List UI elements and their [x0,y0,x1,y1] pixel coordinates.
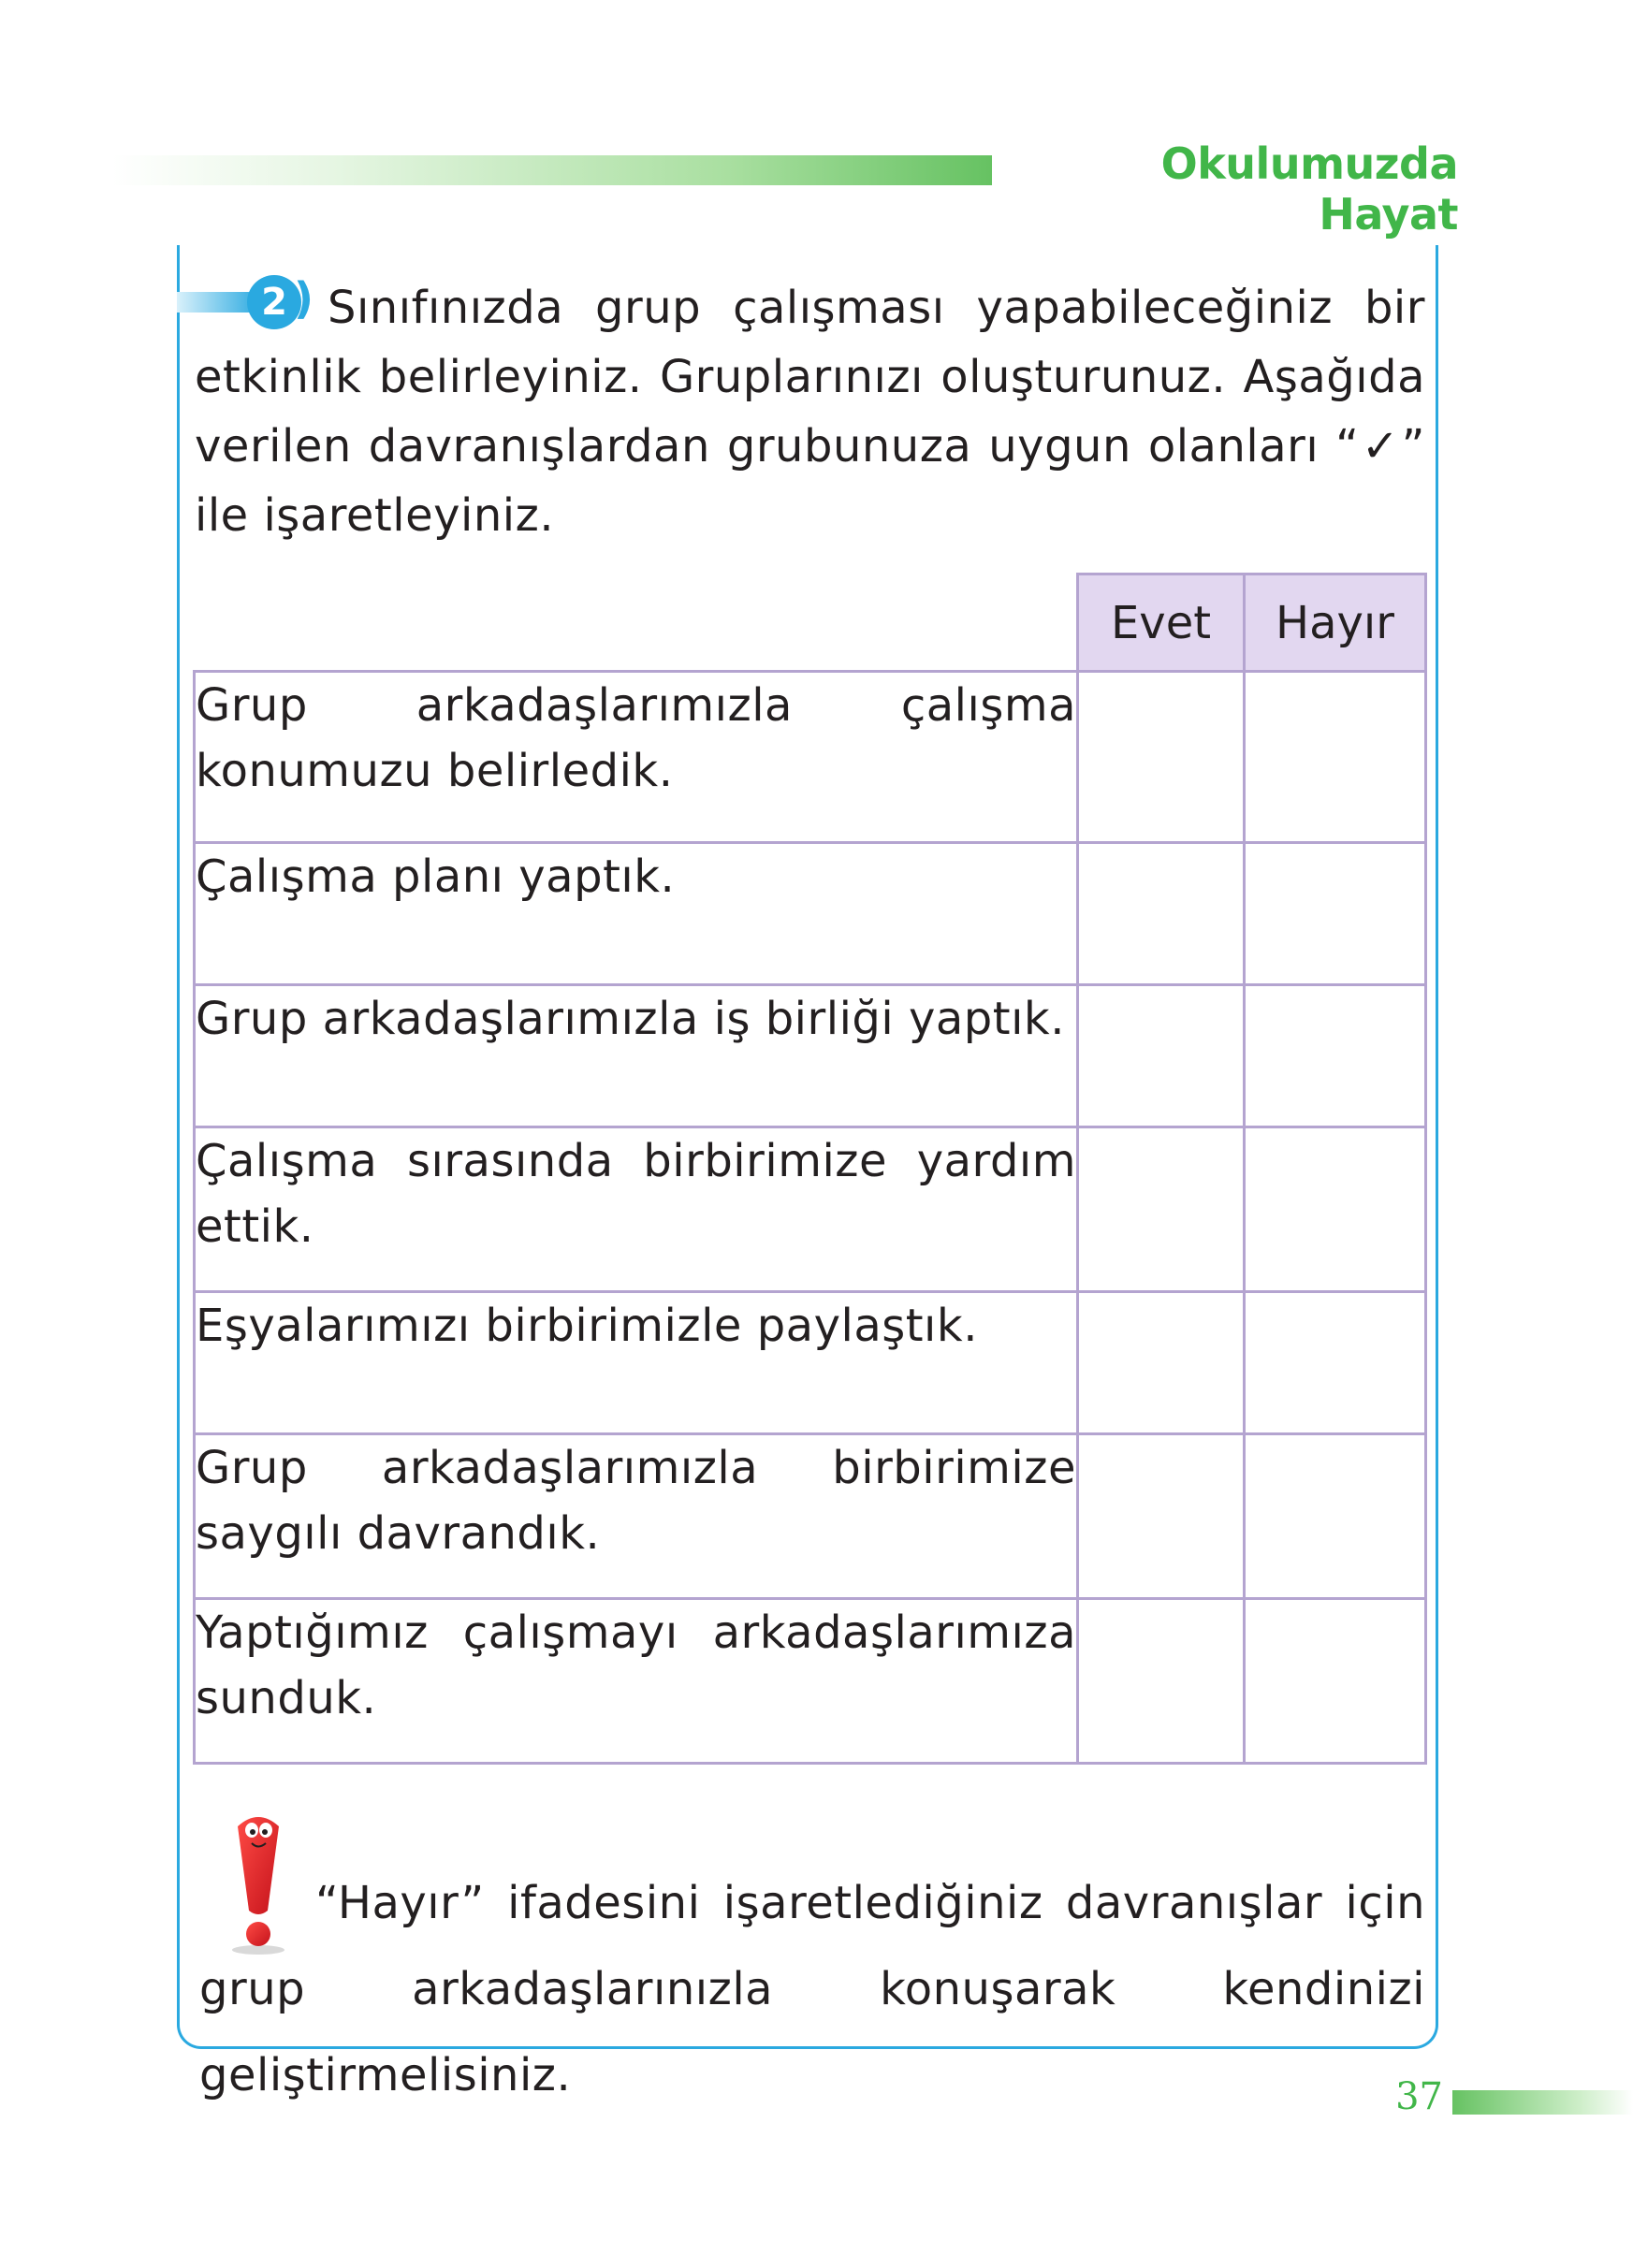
question-number-badge: 2 [247,275,301,329]
evet-checkbox[interactable] [1078,672,1245,843]
table-row [195,1127,1426,1292]
footer-gradient-bar [1452,2090,1633,2115]
evet-checkbox[interactable] [1078,1434,1245,1599]
behavior-text: Grup arkadaşlarımızla iş birliği yaptık. [195,985,1078,1127]
behavior-text: Grup arkadaşlarımızla çalışma konumuzu belirledik. [195,672,1078,843]
table-header-row [195,574,1426,672]
column-header-hayir: Hayır [1245,574,1426,672]
question-number-paren: ) [294,273,314,324]
table-row [195,985,1426,1127]
column-header-evet: Evet [1078,574,1245,672]
evet-checkbox[interactable] [1078,1292,1245,1434]
behavior-checklist-table [193,573,1427,1765]
hayir-checkbox[interactable] [1245,985,1426,1127]
page-number: 37 [1395,2075,1443,2118]
behavior-text: Çalışma planı yaptık. [195,843,1078,985]
unit-title: Okulumuzda Hayat [1160,138,1458,240]
behavior-text: Eşyalarımızı birbirimizle paylaştık. [195,1292,1078,1434]
evet-checkbox[interactable] [1078,985,1245,1127]
table-row [195,1292,1426,1434]
table-row [195,1599,1426,1764]
header-gradient-bar [112,155,992,185]
hayir-checkbox[interactable] [1245,1292,1426,1434]
behavior-text: Çalışma sırasında birbirimize yardım ettik. [195,1127,1078,1292]
hayir-checkbox[interactable] [1245,1434,1426,1599]
evet-checkbox[interactable] [1078,843,1245,985]
evet-checkbox[interactable] [1078,1599,1245,1764]
evet-checkbox[interactable] [1078,1127,1245,1292]
table-row [195,672,1426,843]
table-row [195,1434,1426,1599]
behavior-text: Grup arkadaşlarımızla birbirimize saygılı davrandık. [195,1434,1078,1599]
note-text: “Hayır” ifadesini işaretlediğiniz davranışlar için grup arkadaşlarınızla konuşarak kendinizi geliştirmelisiniz. [199,1877,1425,2101]
hayir-checkbox[interactable] [1245,1127,1426,1292]
hayir-checkbox[interactable] [1245,843,1426,985]
table-row [195,843,1426,985]
question-instruction: Sınıfınızda grup çalışması yapabileceğiniz bir etkinlik belirleyiniz. Gruplarınızı oluşturunuz. Aşağıda verilen davranışlardan grubunuza uygun olanları “✓” ile işaretleyiniz. [195,282,1425,542]
table-corner [195,574,1078,672]
hayir-checkbox[interactable] [1245,1599,1426,1764]
hayir-checkbox[interactable] [1245,672,1426,843]
behavior-text: Yaptığımız çalışmayı arkadaşlarımıza sunduk. [195,1599,1078,1764]
